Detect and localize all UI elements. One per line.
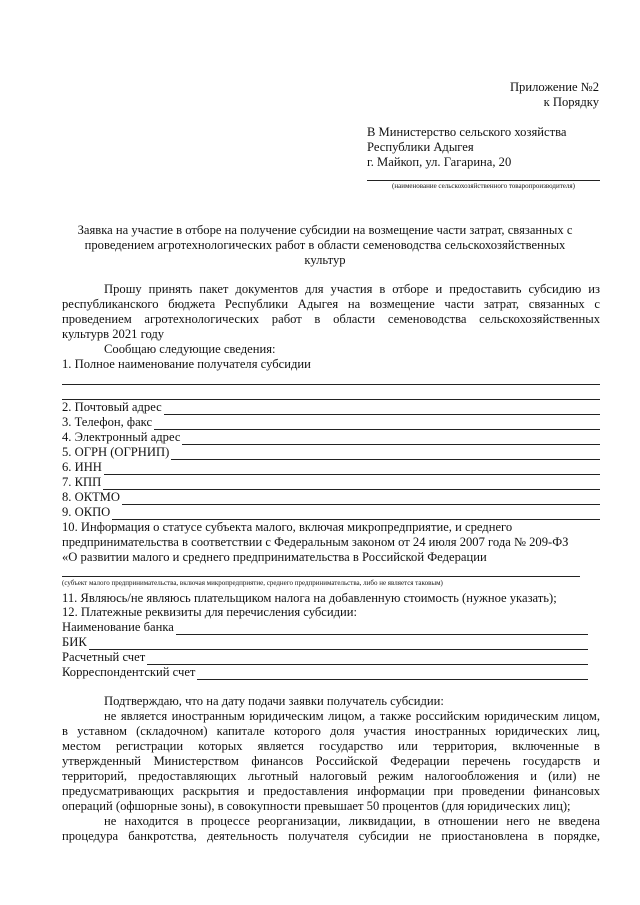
item10-line-1: 10. Информация о статусе субъекта малого, включая микропредприятие, и среднего (62, 520, 513, 534)
confirm-p2-line-1: не находится в процессе реорганизации, ликвидации, в отношении него не введена (104, 814, 600, 828)
request-line-1: Прошу принять пакет документов для участия в отборе и предоставить субсидию из (104, 282, 600, 296)
request-line-2: республиканского бюджета Республики Адыгея на возмещение части затрат, связанных с (62, 297, 600, 311)
correspondent-account-label: Корреспондентский счет (62, 665, 196, 679)
applicant-name-caption: (наименование сельскохозяйственного товаропроизводителя) (392, 182, 575, 190)
confirm-intro: Подтверждаю, что на дату подачи заявки получатель субсидии: (104, 694, 444, 708)
bank-name-field[interactable] (62, 620, 588, 635)
field-1-label: 1. Полное наименование получателя субсидии (62, 357, 311, 371)
email-field[interactable] (62, 430, 600, 445)
confirm-p2-line-2: процедура банкротства, деятельность получателя субсидии не приостановлена в порядке, (62, 829, 600, 843)
confirm-p1-line-3: местом регистрации которых является государство или территория, включенные в (62, 739, 600, 753)
phone-fax-label: 3. Телефон, факс (62, 415, 153, 429)
item10-line-2: предпринимательства в соответствии с Федеральным законом от 24 июля 2007 года № 209-ФЗ (62, 535, 569, 549)
request-paragraph (62, 282, 600, 342)
bik-label: БИК (62, 635, 87, 649)
okpo-label: 9. ОКПО (62, 505, 111, 519)
field-1-line-a (62, 384, 600, 385)
appendix-number: Приложение №2 (509, 80, 599, 94)
email-label: 4. Электронный адрес (62, 430, 181, 444)
sme-status-line[interactable] (62, 576, 580, 577)
confirm-paragraph-2 (62, 814, 600, 844)
appendix-reference: к Порядку (543, 95, 599, 109)
confirm-p1-line-1: не является иностранным юридическим лицом, а также российским юридическим лицом, (104, 709, 600, 723)
addressee-line-3: г. Майкоп, ул. Гагарина, 20 (367, 155, 512, 169)
postal-address-field[interactable] (62, 400, 600, 415)
confirm-p1-line-2: в уставном (складочном) капитале которого доля участия иностранных юридических лиц, (62, 724, 600, 738)
phone-fax-field[interactable] (62, 415, 600, 430)
applicant-name-line (367, 180, 600, 181)
sme-status-caption: (субъект малого предпринимательства, включая микропредприятие, среднего предпринимательства, либо не является таковым) (62, 579, 443, 587)
bik-field[interactable] (62, 635, 588, 650)
title-line-2: проведением агротехнологических работ в области семеноводства сельскохозяйственных (84, 238, 566, 252)
addressee-line-1: В Министерство сельского хозяйства (367, 125, 567, 139)
oktmo-label: 8. ОКТМО (62, 490, 120, 504)
correspondent-account-field[interactable] (62, 665, 588, 680)
title-line-1: Заявка на участие в отборе на получение субсидии на возмещение части затрат, связанных с (77, 223, 573, 237)
item10-line-3: «О развитии малого и среднего предпринимательства в Российской Федерации (62, 550, 487, 564)
title-line-3: культур (304, 253, 346, 267)
item11-vat: 11. Являюсь/не являюсь плательщиком налога на добавленную стоимость (нужное указать); (62, 591, 557, 605)
confirm-paragraph-1 (62, 709, 600, 814)
kpp-field[interactable] (62, 475, 600, 490)
confirm-p1-line-7: операций (офшорные зоны), в совокупности превышает 50 процентов (для юридических лиц); (62, 799, 571, 813)
addressee-line-2: Республики Адыгея (367, 140, 474, 154)
settlement-account-field[interactable] (62, 650, 588, 665)
info-intro: Сообщаю следующие сведения: (104, 342, 276, 356)
confirm-p1-line-6: предусматривающих раскрытия и предоставления информации при проведении финансовых (62, 784, 600, 798)
inn-field[interactable] (62, 460, 600, 475)
inn-label: 6. ИНН (62, 460, 102, 474)
ogrn-field[interactable] (62, 445, 600, 460)
confirm-p1-line-5: территорий, предоставляющих льготный налоговый режим налогообложения и (или) не (62, 769, 600, 783)
bank-name-label: Наименование банка (62, 620, 174, 634)
settlement-account-label: Расчетный счет (62, 650, 146, 664)
ogrn-label: 5. ОГРН (ОГРНИП) (62, 445, 170, 459)
kpp-label: 7. КПП (62, 475, 102, 489)
oktmo-field[interactable] (62, 490, 600, 505)
item12-title: 12. Платежные реквизиты для перечисления субсидии: (62, 605, 357, 619)
confirm-p1-line-4: утвержденный Министерством финансов Российской Федерации перечень государств и (62, 754, 600, 768)
request-line-4: культурв 2021 году (62, 327, 165, 341)
okpo-field[interactable] (62, 505, 600, 520)
postal-address-label: 2. Почтовый адрес (62, 400, 162, 414)
request-line-3: проведением агротехнологических работ в области семеноводства сельскохозяйственных (62, 312, 600, 326)
